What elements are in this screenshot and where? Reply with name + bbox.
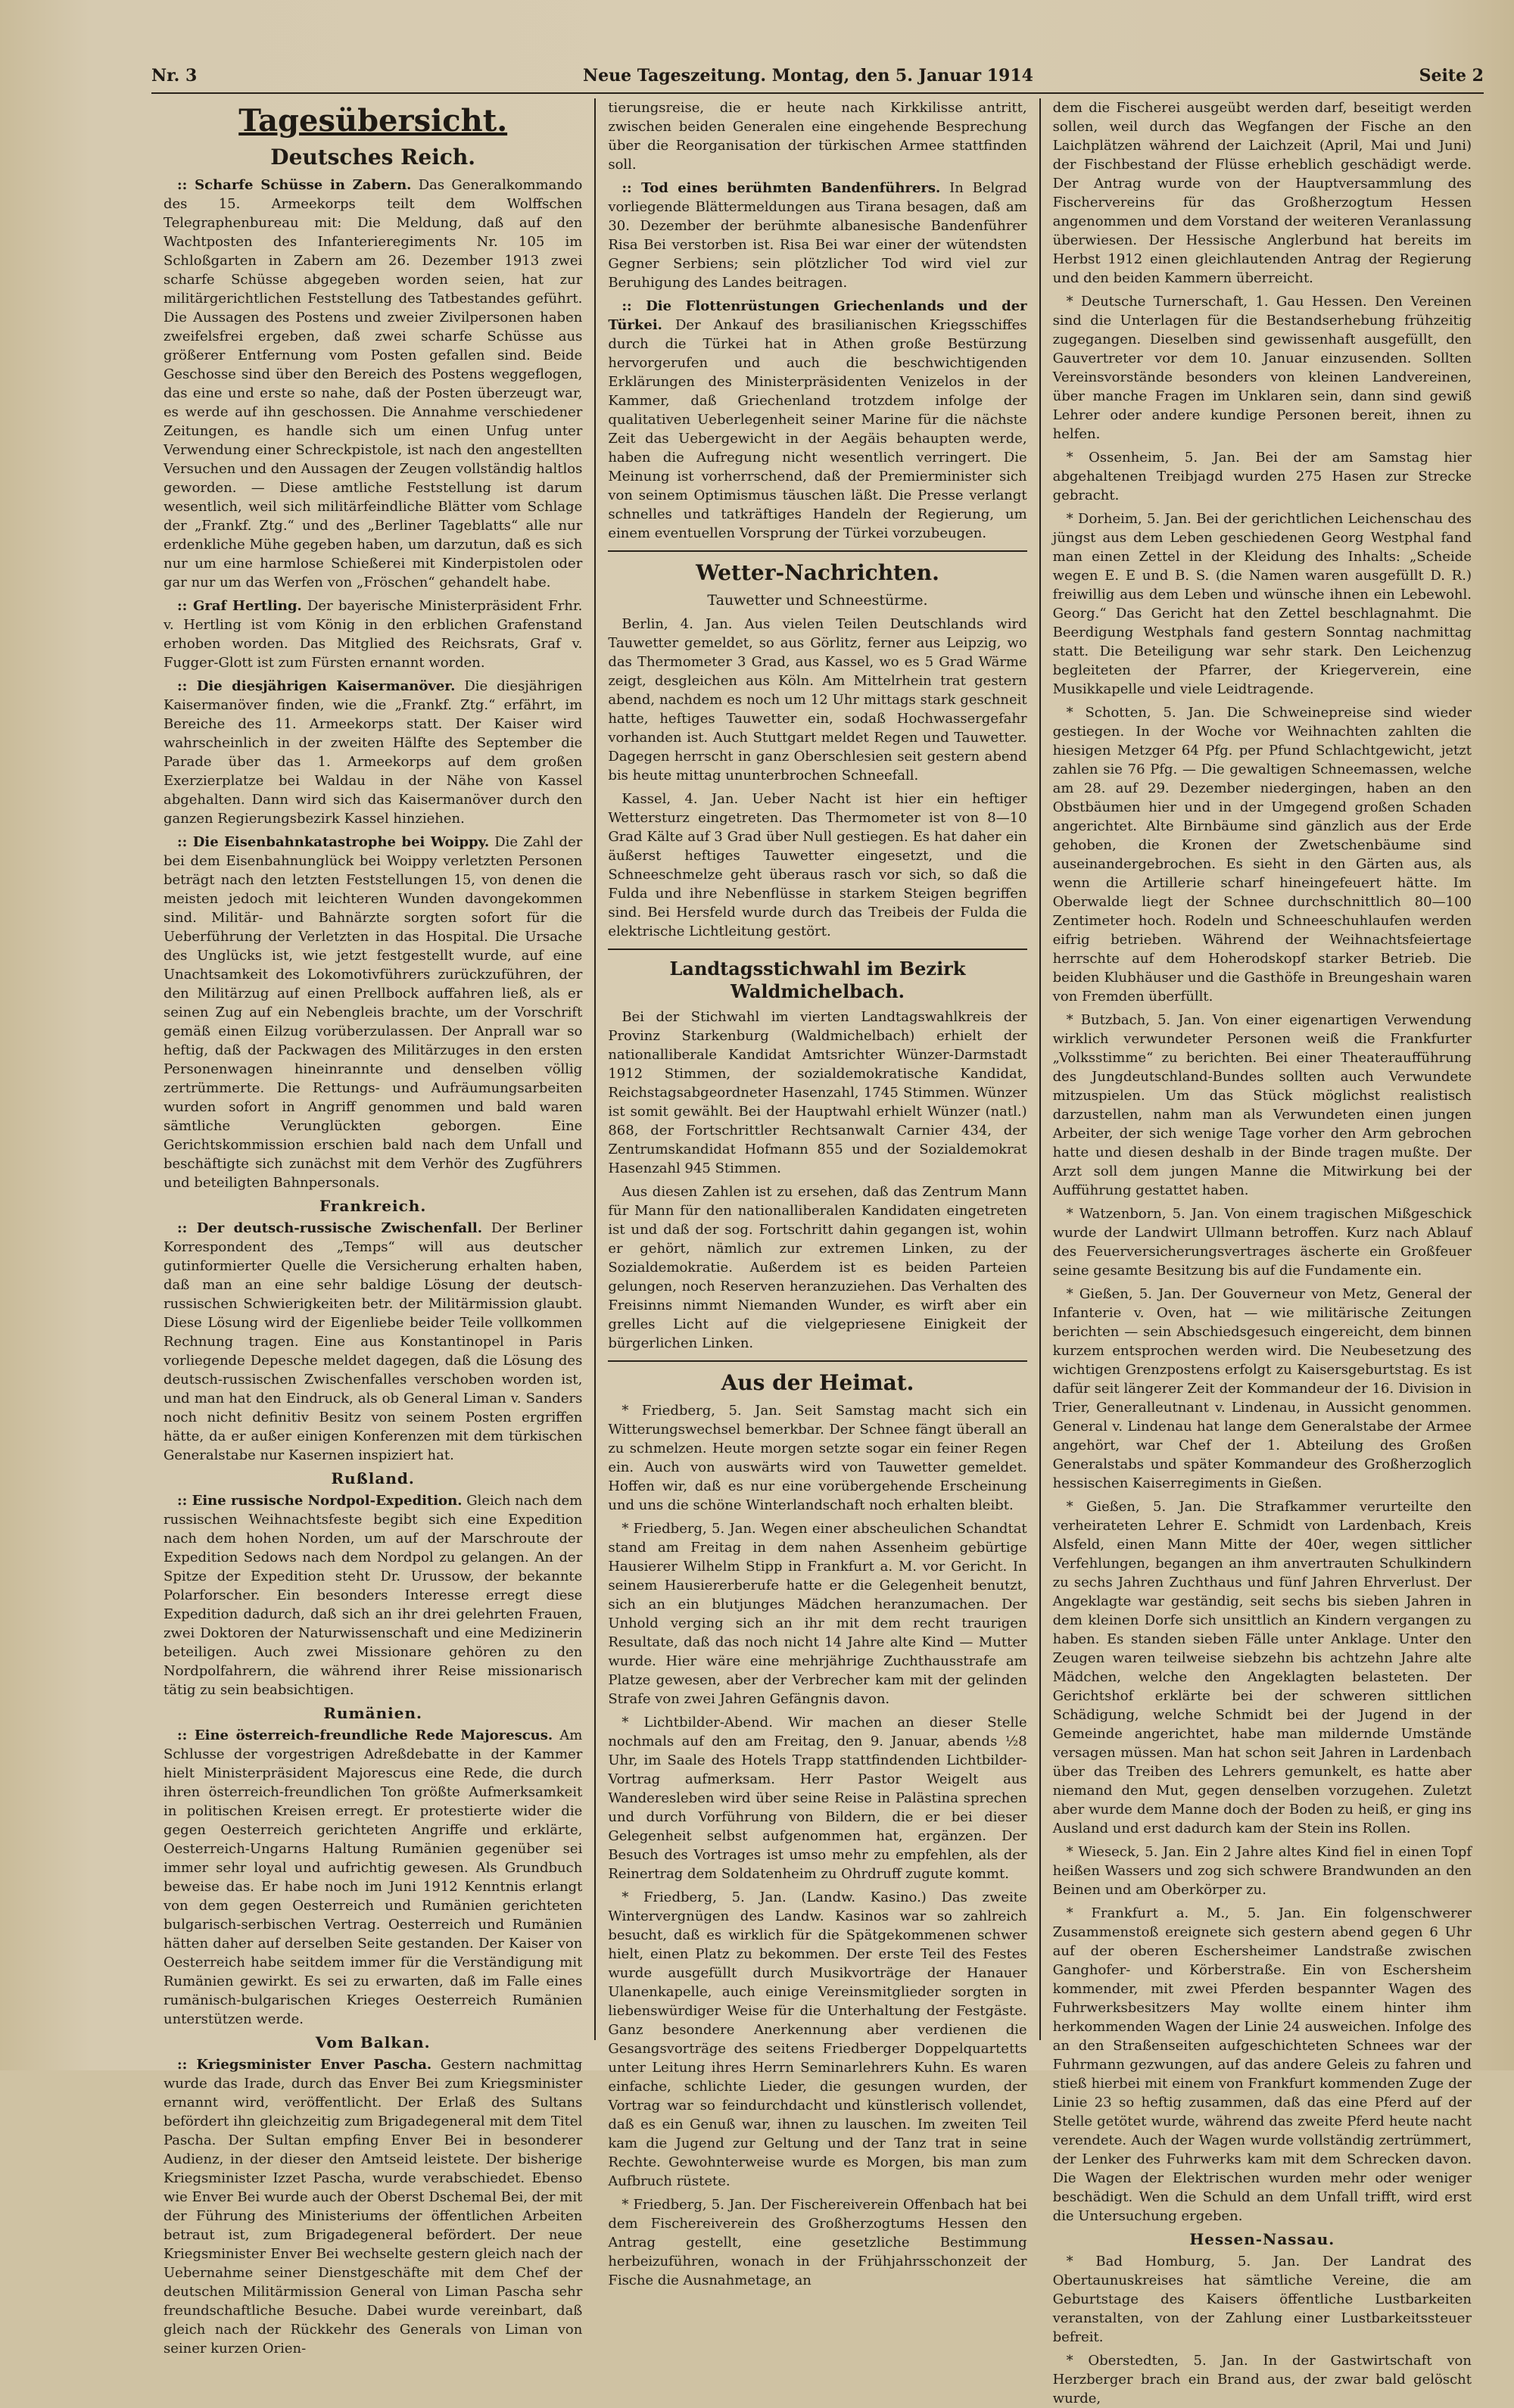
article-lead: :: Der deutsch-russische Zwischenfall. [177, 1220, 483, 1236]
article-text: Der bayerische Ministerpräsident Frhr. v. Hertling ist vom König in den erblichen Grafenstand erhoben worden. Das Mitglied des Reichsrats, Graf v. Fugger-Glott ist zum Fürsten ernannt worden. [164, 598, 583, 671]
article: * Bad Homburg, 5. Jan. Der Landrat des Obertaunuskreises hat sämtliche Vereine, die am Geburtstage des Kaisers öffentliche Lustbarkeiten veranstalten, von der Zahlung einer Lustbarkeitssteuer befreit. [1052, 2254, 1472, 2345]
article: * Friedberg, 5. Jan. Seit Samstag macht sich ein Witterungswechsel bemerkbar. Der Schnee fängt überall an zu schmelzen. Heute morgen setzte sogar ein feiner Regen ein. Auch von auswärts wird von Tauwetter gemeldet. Hoffen wir, daß es nur eine vorübergehende Erscheinung und uns die schöne Winterlandschaft noch erhalten bleibt. [608, 1403, 1027, 1513]
columns [151, 98, 1484, 2406]
article [164, 176, 582, 592]
article [608, 179, 1026, 292]
article-text: Gestern nachmittag wurde das Irade, durch das Enver Bei zum Kriegsminister ernannt wird, veröffentlicht. Der Erlaß des Sultans befördert ihn gleichzeitig zum Brigadegeneral mit dem Titel Pascha. Der Sultan empfing Enver Bei in besonderer Audienz, in der dieser den Amtseid leistete. Der bisherige Kriegsminister Izzet Pascha, wurde verabschiedet. Ebenso wie Enver Bei wurde auch der Oberst Dschemal Bei, der mit der Führung des Ministeriums der öffentlichen Arbeiten betraut ist, zum Brigadegeneral befördert. Der neue Kriegsminister Enver Bei wechselte gestern gleich nach der Uebernahme seiner Dienstgeschäfte mit dem Chef der deutschen Militärmission General von Liman Pascha sehr freundschaftliche Besuche. Dabei wurde vereinbart, daß gleich nach der Rückkehr des Generals von Liman von seiner kurzen Orien- [164, 2057, 583, 2357]
article: Bei der Stichwahl im vierten Landtagswahlkreis der Provinz Starkenburg (Waldmichelbach) erhielt der nationalliberale Kandidat Amtsrichter Wünzer-Darmstadt 1912 Stimmen, der sozialdemokratische Kandidat, Reichstagsabgeordneter Hasenzahl, 1745 Stimmen. Wünzer ist somit gewählt. Bei der Hauptwahl erhielt Wünzer (natl.) 868, der Fortschrittler Rechtsanwalt Carnier 434, der Zentrumskandidat Hofmann 855 und der Sozialdemokrat Hasenzahl 945 Stimmen. [608, 1009, 1027, 1176]
article [164, 1491, 582, 1699]
article-lead: :: Tod eines berühmten Bandenführers. [621, 180, 941, 196]
divider [608, 1360, 1026, 1362]
article-text: Gleich nach dem russischen Weihnachtsfeste begibt sich eine Expedition nach dem hohen Norden, um auf der Marschroute der Expedition Sedows nach dem Nordpol zu gelangen. An der Spitze der Expedition steht Dr. Urussow, der bekannte Polarforscher. Ein besonders Interesse erregt diese Expedition dadurch, daß sich an ihr drei gelehrten Frauen, zwei Doktoren der Naturwissenschaft und eine Medizinerin beteiligen. Auch zwei Missionare gehören zu den Nordpolfahrern, die während ihrer Reise missionarisch tätig zu sein beabsichtigen. [164, 1493, 583, 1698]
column-2 [596, 98, 1040, 2288]
article-lead: :: Eine österreich-freundliche Rede Majorescus. [177, 1727, 553, 1743]
article: Aus diesen Zahlen ist zu ersehen, daß das Zentrum Mann für Mann für den nationalliberalen Kandidaten eingetreten ist und daß der sog. Fortschritt dahin gegangen ist, wohin er gehört, nämlich zur extremen Linken, zu der Sozialdemokratie. Außerdem ist es beiden Parteien gelungen, noch Reserven heranzuziehen. Das Verhalten des Freisinns nimmt Niemanden Wunder, es wirft aber ein grelles Licht auf die vielgepriesene Einigkeit der bürgerlichen Linken. [608, 1184, 1027, 1351]
article-lead: :: Graf Hertling. [177, 598, 302, 614]
article-text: Der Ankauf des brasilianischen Kriegsschiffes durch die Türkei hat in Athen große Bestürzung hervorgerufen und auch die beschwichtigenden Erklärungen des Ministerpräsidenten Venizelos in der Kammer, daß Griechenland trotzdem infolge der qualitativen Ueberlegenheit seiner Marine für die nächste Zeit das Uebergewicht in der Aegäis behaupten werde, haben die Aufregung nicht wesentlich verringert. Die Meinung ist vorherrschend, daß der Premierminister sich von seinem Optimismus täuschen läßt. Die Presse verlangt schnelles und tatkräftiges Handeln der Regierung, um einem eventuellen Vorsprung der Türkei vorzubeugen. [608, 317, 1027, 541]
article: * Lichtbilder-Abend. Wir machen an dieser Stelle nochmals auf den am Freitag, den 9. Januar, abends ½8 Uhr, im Saale des Hotels Trapp stattfindenden Lichtbilder-Vortrag aufmerksam. Herr Pastor Weigelt aus Wanderesleben wird über seine Reise in Palästina sprechen und durch Vorführung von Bildern, die er bei dieser Gelegenheit selbst aufgenommen hat, ergänzen. Der Besuch des Vortrages ist umso mehr zu empfehlen, als der Reinertrag dem Soldatenheim zu Ohrdruff zugute kommt. [608, 1715, 1027, 1882]
page-number: Seite 2 [1419, 66, 1484, 86]
subsection-heading: Hessen-Nassau. [1189, 2230, 1335, 2248]
article [164, 1219, 582, 1465]
article: * Friedberg, 5. Jan. Wegen einer abscheulichen Schandtat stand am Freitag in dem nahen Assenheim gebürtige Hausierer Wilhelm Stipp in Frankfurt a. M. vor Gericht. In seinem Hausiererberufe hatte er die Gelegenheit benutzt, sich an ein blutjunges Mädchen heranzumachen. Der Unhold verging sich an ihr mit dem recht traurigen Resultate, daß das noch nicht 14 Jahre alte Kind — Mutter wurde. Hier wäre eine mehrjährige Zuchthausstrafe am Platze gewesen, aber der Verbrecher kam mit der gelinden Strafe von zwei Jahren Gefängnis davon. [608, 1521, 1027, 1707]
subsection-heading: Frankreich. [319, 1197, 427, 1215]
paper-title-date: Neue Tageszeitung. Montag, den 5. Januar 1914 [583, 66, 1033, 86]
article: * Wieseck, 5. Jan. Ein 2 Jahre altes Kind fiel in einen Topf heißen Wassers und zog sich schwere Brandwunden an den Beinen und am Oberkörper zu. [1052, 1844, 1472, 1898]
weather-subheading: Tauwetter und Schneestürme. [707, 592, 928, 609]
article-lead: :: Scharfe Schüsse in Zabern. [177, 177, 412, 193]
article-text: Am Schlusse der vorgestrigen Adreßdebatte in der Kammer hielt Ministerpräsident Majorescus eine Rede, die durch ihren österreich-freundlichen Ton größte Aufmerksamkeit in politischen Kreisen erregt. Er protestierte wider die gegen Oesterreich gerichteten Angriffe und erklärte, Oesterreich-Ungarns Haltung Rumänien gegenüber sei immer sehr loyal und aufrichtig gewesen. Als Grundbuch beweise das. Er habe noch im Juni 1912 Kenntnis erlangt von dem gegen Oesterreich und Rumänien gerichteten bulgarisch-serbischen Vertrag. Oesterreich und Rumänien hätten daher auf derselben Seite gestanden. Der Kaiser von Oesterreich habe seitdem immer für die Verständigung mit Rumänien gewirkt. Es sei zu erwarten, daß im Falle eines rumänisch-bulgarischen Krieges Oesterreich Rumänien unterstützen werde. [164, 1727, 583, 2027]
article: * Ossenheim, 5. Jan. Bei der am Samstag hier abgehaltenen Treibjagd wurden 275 Hasen zur Strecke gebracht. [1052, 450, 1472, 503]
article [164, 2055, 582, 2358]
article-text: Das Generalkommando des 15. Armeekorps teilt dem Wolffschen Telegraphenbureau mit: Die Meldung, daß auf den Wachtposten des Infanterieregiments Nr. 105 im Schloßgarten in Zabern am 26. Dezember 1913 zwei scharfe Schüsse abgegeben worden seien, hat zur militärgerichtlichen Feststellung des Tatbestandes geführt. Die Aussagen des Postens und zweier Zivilpersonen haben zweifelsfrei ergeben, daß zwei scharfe Schüsse aus größerer Entfernung vom Posten gefallen sind. Beide Geschosse sind über den Bereich des Postens weggeflogen, das eine und erste so nahe, daß der Posten überzeugt war, es werde auf ihn geschossen. Die Annahme verschiedener Zeitungen, es handle sich um einen Unfug unter Verwendung einer Schreckpistole, ist nach den angestellten Versuchen und den Aussagen der Zeugen vollständig haltlos geworden. — Diese amtliche Feststellung ist darum wesentlich, weil sich militärfeindliche Blätter vom Schlage der „Frankf. Ztg.“ und des „Berliner Tageblatts“ alle nur erdenkliche Mühe gegeben haben, um darzutun, daß es sich nur um eine harmlose Schießerei mit Kinderpistolen oder gar nur um das Werfen von „Fröschen“ gehandelt habe. [164, 177, 583, 590]
article: * Gießen, 5. Jan. Der Gouverneur von Metz, General der Infanterie v. Oven, hat — wie militärische Zeitungen berichten — sein Abschiedsgesuch eingereicht, dem binnen kurzem entsprochen werden wird. Die Neubesetzung des wichtigen Grenzpostens erfolgt zu Kaisersgeburtstag. Es ist dafür seit längerer Zeit der Kommandeur der 16. Division in Trier, Generalleutnant v. Lindenau, in Aussicht genommen. General v. Lindenau hat lange dem Generalstabe der Armee angehört, war Chef der 1. Abteilung des Großen Generalstabs und später Kommandeur des Großherzoglich hessischen Kaiserregiments in Gießen. [1052, 1286, 1472, 1491]
article: * Butzbach, 5. Jan. Von einer eigenartigen Verwendung wirklich verwundeter Personen weiß die Frankfurter „Volksstimme“ zu berichten. Bei einer Theateraufführung des Jungdeutschland-Bundes sollten auch Verwundete mitzuspielen. Um das Stück möglichst realistisch darzustellen, nahm man als Verwundeten einen jungen Arbeiter, der sich wenige Tage vorher den Arm gebrochen hatte und diesen deshalb in der Binde tragen mußte. Der Arzt soll dem jungen Manne die Mitwirkung bei der Aufführung gestattet haben. [1052, 1012, 1472, 1198]
article: tierungsreise, die er heute nach Kirkkilisse antritt, zwischen beiden Generalen eine eingehende Besprechung über die Reorganisation der türkischen Armee stattfinden soll. [608, 100, 1027, 173]
article-text: Die Zahl der bei dem Eisenbahnunglück bei Woippy verletzten Personen beträgt nach den letzten Feststellungen 15, von denen die meisten jedoch mit leichteren Wunden davongekommen sind. Militär- und Bahnärzte sorgten sofort für die Ueberführung der Verletzten in das Hospital. Die Ursache des Unglücks ist, wie jetzt festgestellt wurde, auf eine Unachtsamkeit des Lokomotivführers zurückzuführen, der den Militärzug auf einen Prellbock auffahren ließ, als er seinen Zug auf ein Nebengleis brachte, um der Vorschrift gemäß einen Eilzug vorüberzulassen. Der Anprall war so heftig, daß der Packwagen des Militärzuges in den ersten Personenwagen hineinrannte und denselben völlig zertrümmerte. Die Rettungs- und Aufräumungsarbeiten wurden sofort in Angriff genommen und bald waren sämtliche Verunglückten geborgen. Eine Gerichtskommission erschien bald nach dem Unfall und beschäftigte sich zunächst mit dem Verhör des Zugführers und beteiligten Bahnpersonals. [164, 834, 583, 1191]
column-3 [1041, 98, 1484, 2406]
article-text: Der Berliner Korrespondent des „Temps“ will aus deutscher gutinformierter Quelle die Versicherung erhalten haben, daß man an eine sehr baldige Lösung der deutsch-russischen Schwierigkeiten betr. der Militärmission glaubt. Diese Lösung wird der Eigenliebe beider Teile vollkommen Rechnung tragen. Eine aus Konstantinopel in Paris vorliegende Depesche meldet dagegen, daß die Lösung des deutsch-russischen Zwischenfalles verschoben worden ist, und man hat den Eindruck, als ob General Liman v. Sanders noch nicht definitiv Besitz von seinem Posten ergriffen hätte, da er außer einigen Konferenzen mit dem türkischen Generalstabe nur Kasernen inspiziert hat. [164, 1220, 583, 1463]
weather-heading: Wetter-Nachrichten. [696, 560, 939, 585]
article [164, 833, 582, 1192]
section-title: Tagesübersicht. [238, 103, 508, 139]
article-lead: :: Kriegsminister Enver Pascha. [177, 2057, 432, 2073]
article: * Dorheim, 5. Jan. Bei der gerichtlichen Leichenschau des jüngst aus dem Leben geschiedenen Georg Westphal fand man einen Zettel in der Kleidung des Inhalts: „Scheide wegen E. E und B. S. (die Namen waren ausgefüllt D. R.) freiwillig aus dem Leben und wünsche ihnen ein Lebewohl. Georg.“ Das Gericht hat den Zettel beschlagnahmt. Die Beerdigung Westphals fand gestern Sonntag nachmittag statt. Die Beteiligung war sehr stark. Den Leichenzug begleiteten der Pfarrer, der Kriegerverein, eine Musikkapelle und viele Leidtragende. [1052, 511, 1472, 697]
article-text: Die diesjährigen Kaisermanöver finden, wie die „Frankf. Ztg.“ erfährt, im Bereiche des 11. Armeekorps statt. Der Kaiser wird wahrscheinlich in der zweiten Hälfte des September die Parade über das 1. Armeekorps auf dem großen Exerzierplatze bei Waldau in der Nähe von Kassel abgehalten. Dann wird sich das Kaisermanöver durch den ganzen Regierungsbezirk Kassel hinziehen. [164, 678, 583, 827]
article: * Watzenborn, 5. Jan. Von einem tragischen Mißgeschick wurde der Landwirt Ullmann betroffen. Kurz nach Ablauf des Feuerversicherungsvertrages äscherte ein Großfeuer seine gesamte Besitzung bis auf die Fundamente ein. [1052, 1206, 1472, 1279]
divider [608, 550, 1026, 552]
election-heading: Landtagsstichwahl im Bezirk Waldmichelbach. [669, 958, 966, 1002]
article: Kassel, 4. Jan. Ueber Nacht ist hier ein heftiger Wettersturz eingetreten. Das Thermometer ist von 8—10 Grad Kälte auf 3 Grad über Null gestiegen. Es hat daher ein äußerst heftiges Tauwetter eingesetzt, und die Schneeschmelze geht überaus rasch vor sich, so daß die Fulda und ihre Nebenflüsse in starkem Steigen begriffen sind. Bei Hersfeld wurde durch das Treibeis der Fulda die elektrische Lichtleitung gestört. [608, 791, 1027, 939]
article: Berlin, 4. Jan. Aus vielen Teilen Deutschlands wird Tauwetter gemeldet, so aus Görlitz, ferner aus Leipzig, wo das Thermometer 3 Grad, aus Kassel, wo es 5 Grad Wärme zeigt, desgleichen aus Köln. Am Mittelrhein trat gestern abend, nachdem es noch um 12 Uhr mittags stark geschneit hatte, heftiges Tauwetter ein, sodaß Hochwassergefahr vorhanden ist. Auch Stuttgart meldet Regen und Tauwetter. Dagegen herrscht in ganz Oberschlesien seit gestern abend bis heute mittag ununterbrochen Schneefall. [608, 616, 1027, 783]
article-lead: :: Die Flottenrüstungen Griechenlands und der Türkei. [608, 298, 1027, 333]
article: * Frankfurt a. M., 5. Jan. Ein folgenschwerer Zusammenstoß ereignete sich gestern abend gegen 6 Uhr auf der oberen Eschersheimer Landstraße zwischen Ganghofer- und Körberstraße. Ein von Eschersheim kommender, mit zwei Pferden bespannter Wagen des Fuhrwerksbesitzers May wollte einem hinter ihm herkommenden Wagen der Linie 24 ausweichen. Infolge des an den Straßenseiten aufgeschichteten Schnees war der Fuhrmann gezwungen, auf das andere Geleis zu fahren und stieß hierbei mit einem von Frankfurt kommenden Zuge der Linie 23 so heftig zusammen, daß das eine Pferd auf der Stelle getötet wurde, während das zweite Pferd heute nacht verendete. Auch der Wagen wurde vollständig zertrümmert, der Lenker des Fuhrwerks kam mit dem Schrecken davon. Die Wagen der Elektrischen wurden mehr oder weniger beschädigt. Wen die Schuld an dem Unfall trifft, wird erst die Untersuchung ergeben. [1052, 1905, 1472, 2224]
article [608, 297, 1026, 543]
column-1 [151, 98, 596, 2357]
article-lead: :: Eine russische Nordpol-Expedition. [177, 1493, 463, 1509]
article: * Deutsche Turnerschaft, 1. Gau Hessen. Den Vereinen sind die Unterlagen für die Bestandserhebung frühzeitig zugegangen. Dieselben sind gewissenhaft ausgefüllt, den Gauvertreter vor dem 10. Januar einzusenden. Sollten Vereinsvorstände besonders von kleinen Landvereinen, über manche Fragen im Unklaren sein, dann sind gewiß Lehrer oder andere kundige Personen bereit, ihnen zu helfen. [1052, 294, 1472, 442]
article: * Friedberg, 5. Jan. Der Fischereiverein Offenbach hat bei dem Fischereiverein des Großherzogtums Hessen den Antrag gestellt, eine gesetzliche Bestimmung herbeizuführen, wonach in der Frühjahrsschonzeit der Fische die Ausnahmetage, an [608, 2197, 1027, 2288]
article-lead: :: Die Eisenbahnkatastrophe bei Woippy. [177, 834, 490, 850]
article [164, 597, 582, 672]
article-text: In Belgrad vorliegende Blättermeldungen aus Tirana besagen, daß am 30. Dezember der berühmte albanesische Bandenführer Risa Bei verstorben ist. Risa Bei war einer der wütendsten Gegner Serbiens; sein plötzlicher Tod wird viel zur Beruhigung des Landes beitragen. [608, 180, 1027, 291]
subsection-heading: Vom Balkan. [315, 2033, 431, 2051]
article [164, 1726, 582, 2029]
article: * Gießen, 5. Jan. Die Strafkammer verurteilte den verheirateten Lehrer E. Schmidt von Lardenbach, Kreis Alsfeld, einen Mann Mitte der 40er, wegen sittlicher Verfehlungen, begangen an ihm anvertrauten Schulkindern zu sechs Jahren Zuchthaus und fünf Jahren Ehrverlust. Der Angeklagte war geständig, seit sechs bis sieben Jahren in dem kleinen Dorfe sich unsittlich an Kindern vergangen zu haben. Es standen sieben Fälle unter Anklage. Unter den Zeugen waren teilweise siebzehn bis achtzehn Jahre alte Mädchen, welche den Angeklagten belasteten. Der Gerichtshof erklärte bei der schweren sittlichen Schädigung, welche Schmidt bei der Jugend in der Gemeinde angerichtet, habe man mildernde Umstände versagen müssen. Man hat schon seit Jahren in Lardenbach über das Treiben des Lehrers gemunkelt, es hatte aber niemand den Mut, gegen denselben vorzugehen. Zuletzt aber wurde dem Manne doch der Boden zu heiß, er ging ins Ausland und erst dadurch kam der Stein ins Rollen. [1052, 1499, 1472, 1836]
issue-number: Nr. 3 [151, 66, 198, 86]
divider [608, 949, 1026, 950]
article: * Friedberg, 5. Jan. (Landw. Kasino.) Das zweite Wintervergnügen des Landw. Kasinos war so zahlreich besucht, daß es wirklich für die Spätgekommenen schwer hielt, einen Platz zu bekommen. Der erste Teil des Festes wurde ausgefüllt durch Musikvorträge der Hanauer Ulanenkapelle, auch einige Vereinsmitglieder sorgten in liebenswürdiger Weise für die Unterhaltung der Festgäste. Ganz besondere Anerkennung aber verdienen die Gesangsvorträge des seitens Friedberger Doppelquartetts unter Leitung ihres Herrn Seminarlehrers Kuhn. Es waren einfache, schlichte Lieder, die gesungen wurden, der Vortrag war so feindurchdacht und künstlerisch vollendet, daß es ein Genuß war, ihnen zu lauschen. Im zweiten Teil kam die Jugend zur Geltung und der Tanz trat in seine Rechte. Gewohnterweise wurde es Morgen, bis man zum Aufbruch rüstete. [608, 1889, 1027, 2189]
article: * Oberstedten, 5. Jan. In der Gastwirtschaft von Herzberger brach ein Brand aus, der zwar bald gelöscht wurde, [1052, 2353, 1472, 2406]
subsection-heading: Rußland. [331, 1469, 415, 1487]
article-lead: :: Die diesjährigen Kaisermanöver. [177, 678, 456, 694]
section-heading: Deutsches Reich. [270, 145, 476, 170]
article: * Schotten, 5. Jan. Die Schweinepreise sind wieder gestiegen. In der Woche vor Weihnachten zahlten die hiesigen Metzger 64 Pfg. per Pfund Schlachtgewicht, jetzt zahlen sie 76 Pfg. — Die gewaltigen Schneemassen, welche am 28. auf 29. Dezember niedergingen, haben an den Obstbäumen hier und in der Umgegend großen Schaden angerichtet. Alte Birnbäume sind gänzlich aus der Erde gehoben, die Kronen der Zwetschenbäume sind auseinandergebrochen. Es sieht in den Gärten aus, als wenn die Artillerie scharf hineingefeuert hätte. Im Oberwalde liegt der Schnee durchschnittlich 80—100 Zentimeter hoch. Rodeln und Schneeschuhlaufen werden eifrig betrieben. Während der Weihnachtsfeiertage herrschte auf dem Hoherodskopf starker Betrieb. Die beiden Klubhäuser und die Gasthöfe in Breungeshain waren von Fremden überfüllt. [1052, 705, 1472, 1005]
page-header [151, 59, 1484, 94]
subsection-heading: Rumänien. [323, 1704, 422, 1722]
article: dem die Fischerei ausgeübt werden darf, beseitigt werden sollen, weil durch das Wegfangen der Fische an den Laichplätzen während der Laichzeit (April, Mai und Juni) der Fischbestand der Flüsse erheblich geschädigt werde. Der Antrag wurde von der Hauptversammlung des Fischervereins für das Großherzogtum Hessen angenommen und dem Vorstand der weiteren Veranlassung überwiesen. Der Hessische Anglerbund hat bereits im Herbst 1912 einen gleichlautenden Antrag der Regierung und den beiden Kammern überreicht. [1052, 100, 1472, 286]
article [164, 677, 582, 828]
home-heading: Aus der Heimat. [721, 1370, 914, 1395]
